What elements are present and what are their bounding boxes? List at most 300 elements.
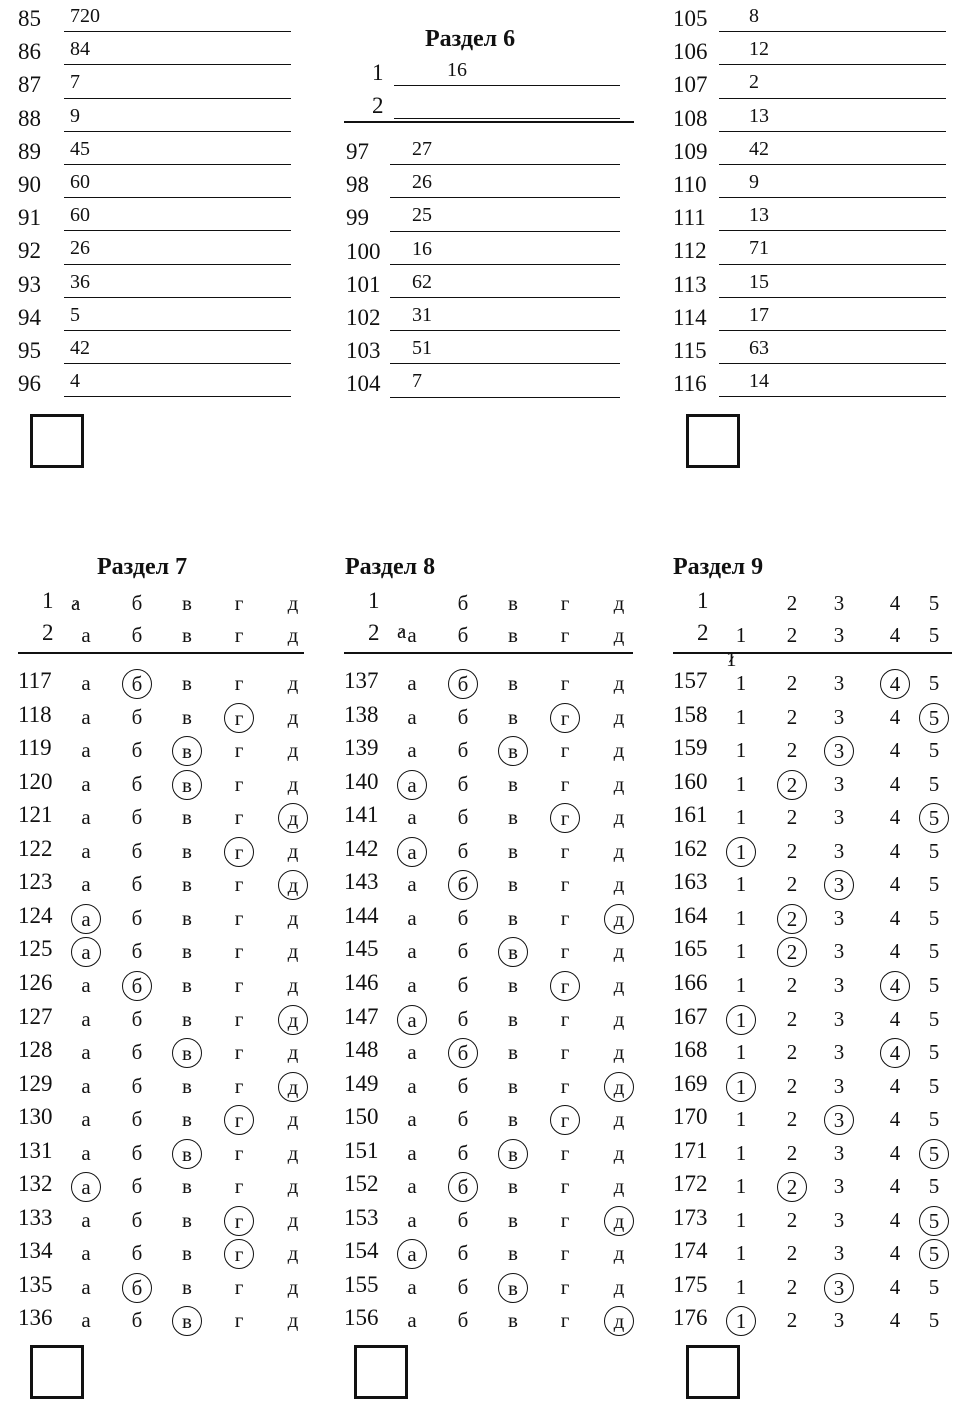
answer-option[interactable]: г <box>234 1274 244 1299</box>
selected-option[interactable]: д <box>278 803 308 833</box>
answer-option[interactable]: а <box>81 1040 91 1065</box>
answer-value[interactable]: 14 <box>749 370 769 393</box>
answer-option[interactable]: а <box>81 738 91 763</box>
answer-option[interactable]: а <box>407 1274 417 1299</box>
answer-option[interactable]: 1 <box>735 1274 747 1299</box>
selected-option[interactable]: 2 <box>777 937 807 967</box>
answer-option[interactable]: в <box>182 905 192 930</box>
answer-option[interactable]: 5 <box>928 872 940 897</box>
answer-option[interactable]: б <box>131 872 143 897</box>
answer-option[interactable]: а <box>407 1040 417 1065</box>
answer-value[interactable]: 42 <box>70 336 90 359</box>
answer-option[interactable]: а <box>407 1308 417 1333</box>
answer-option[interactable]: б <box>131 1006 143 1031</box>
answer-option[interactable]: д <box>287 1040 299 1065</box>
selected-option[interactable]: 3 <box>824 736 854 766</box>
selected-option[interactable]: 2 <box>777 1172 807 1202</box>
answer-option[interactable]: а <box>81 1207 91 1232</box>
answer-option[interactable]: г <box>234 771 244 796</box>
answer-option[interactable]: 3 <box>833 1140 845 1165</box>
answer-option[interactable]: а <box>81 838 91 863</box>
answer-value[interactable]: 7 <box>412 370 422 393</box>
answer-option[interactable]: д <box>613 1107 625 1132</box>
answer-option[interactable]: б <box>457 1006 469 1031</box>
answer-option[interactable]: 4 <box>889 1174 901 1199</box>
answer-option[interactable]: д <box>287 972 299 997</box>
answer-option[interactable]: д <box>613 1140 625 1165</box>
answer-value[interactable]: 27 <box>412 138 432 160</box>
answer-option[interactable]: 5 <box>928 1174 940 1199</box>
answer-option[interactable]: б <box>457 838 469 863</box>
selected-option[interactable]: б <box>448 1038 478 1068</box>
answer-value[interactable]: 12 <box>749 38 769 61</box>
answer-option[interactable]: в <box>182 671 192 695</box>
answer-option[interactable]: 3 <box>833 905 845 930</box>
answer-option[interactable]: д <box>287 1274 299 1299</box>
answer-option[interactable]: г <box>234 738 244 763</box>
selected-option[interactable]: б <box>122 971 152 1001</box>
answer-option[interactable]: а <box>81 1274 91 1299</box>
answer-option[interactable]: д <box>287 905 299 930</box>
answer-option[interactable]: 4 <box>889 1241 901 1266</box>
answer-value[interactable]: 7 <box>70 71 80 94</box>
answer-option[interactable]: г <box>560 838 570 863</box>
answer-option[interactable]: а <box>407 872 417 897</box>
answer-option[interactable]: г <box>560 1241 570 1266</box>
answer-option[interactable]: в <box>508 1040 518 1065</box>
answer-option[interactable]: 4 <box>889 1207 901 1232</box>
answer-value[interactable]: 17 <box>749 303 769 326</box>
answer-option[interactable]: г <box>234 905 244 930</box>
answer-option[interactable]: б <box>131 939 143 964</box>
answer-value[interactable]: 60 <box>70 170 90 193</box>
answer-option[interactable]: 3 <box>833 1073 845 1098</box>
answer-option[interactable]: г <box>234 671 244 695</box>
selected-option[interactable]: б <box>448 1172 478 1202</box>
answer-option[interactable]: 3 <box>833 1308 845 1333</box>
selected-option[interactable]: 3 <box>824 870 854 900</box>
answer-option[interactable]: 1 <box>735 671 747 695</box>
answer-option[interactable]: д <box>613 704 625 729</box>
selected-option[interactable]: 5 <box>919 1239 949 1269</box>
answer-option[interactable]: д <box>287 1241 299 1266</box>
answer-option[interactable]: в <box>508 972 518 997</box>
answer-option[interactable]: г <box>234 872 244 897</box>
answer-option[interactable]: а <box>407 1174 417 1199</box>
answer-option[interactable]: 3 <box>833 1040 845 1065</box>
answer-option[interactable]: в <box>182 872 192 897</box>
answer-option[interactable]: а <box>81 1308 91 1333</box>
selected-option[interactable]: 1 <box>726 1005 756 1035</box>
answer-option[interactable]: б <box>457 1308 469 1333</box>
answer-option[interactable]: в <box>508 1174 518 1199</box>
selected-option[interactable]: а <box>71 1172 101 1202</box>
answer-option[interactable]: д <box>287 771 299 796</box>
selected-option[interactable]: 1 <box>726 837 756 867</box>
answer-value[interactable]: 42 <box>749 137 769 160</box>
answer-value[interactable]: 2 <box>749 71 759 94</box>
answer-value[interactable]: 9 <box>749 170 759 193</box>
answer-option[interactable]: 2 <box>786 1006 798 1031</box>
answer-option[interactable]: в <box>508 1207 518 1232</box>
answer-option[interactable]: г <box>560 1308 570 1333</box>
answer-option[interactable]: 4 <box>889 704 901 729</box>
answer-option[interactable]: д <box>287 671 299 695</box>
answer-option[interactable]: 4 <box>889 1107 901 1132</box>
selected-option[interactable]: в <box>172 770 202 800</box>
answer-option[interactable]: г <box>560 1274 570 1299</box>
answer-option[interactable]: г <box>234 939 244 964</box>
selected-option[interactable]: г <box>550 803 580 833</box>
answer-option[interactable]: а <box>407 1207 417 1232</box>
answer-value[interactable]: 16 <box>447 59 467 81</box>
answer-option[interactable]: 1 <box>735 1107 747 1132</box>
answer-option[interactable]: а <box>407 1107 417 1132</box>
selected-option[interactable]: г <box>550 703 580 733</box>
answer-option[interactable]: б <box>131 1308 143 1333</box>
answer-option[interactable]: 2 <box>786 738 798 763</box>
answer-option[interactable]: г <box>560 671 570 695</box>
answer-option[interactable]: 2 <box>786 805 798 830</box>
answer-option[interactable]: д <box>613 939 625 964</box>
selected-option[interactable]: в <box>498 736 528 766</box>
score-box-4[interactable] <box>354 1345 408 1399</box>
answer-option[interactable]: 5 <box>928 838 940 863</box>
selected-option[interactable]: 5 <box>919 703 949 733</box>
answer-option[interactable]: г <box>234 1040 244 1065</box>
answer-option[interactable]: 2 <box>786 972 798 997</box>
answer-option[interactable]: а <box>407 1073 417 1098</box>
answer-value[interactable]: 51 <box>412 337 432 360</box>
answer-option[interactable]: а <box>81 771 91 796</box>
answer-option[interactable]: б <box>131 838 143 863</box>
answer-option[interactable]: б <box>131 1073 143 1098</box>
answer-option[interactable]: б <box>457 771 469 796</box>
answer-option[interactable]: в <box>182 1073 192 1098</box>
answer-option[interactable]: 5 <box>928 1274 940 1299</box>
answer-value[interactable]: 71 <box>749 237 769 260</box>
selected-option[interactable]: 3 <box>824 1105 854 1135</box>
answer-option[interactable]: а <box>407 939 417 964</box>
selected-option[interactable]: 5 <box>919 1139 949 1169</box>
answer-option[interactable]: а <box>407 905 417 930</box>
answer-option[interactable]: г <box>234 972 244 997</box>
score-box-3[interactable] <box>30 1345 84 1399</box>
answer-option[interactable]: д <box>613 671 625 695</box>
answer-value[interactable]: 720 <box>70 5 100 27</box>
answer-option[interactable]: в <box>182 1241 192 1266</box>
answer-option[interactable]: 1 <box>735 1207 747 1232</box>
answer-option[interactable]: в <box>508 905 518 930</box>
answer-option[interactable]: д <box>287 1107 299 1132</box>
answer-option[interactable]: 2 <box>786 1274 798 1299</box>
answer-option[interactable]: а <box>81 1140 91 1165</box>
selected-option[interactable]: б <box>448 870 478 900</box>
answer-option[interactable]: б <box>457 905 469 930</box>
answer-option[interactable]: в <box>508 838 518 863</box>
selected-option[interactable]: 3 <box>824 1273 854 1303</box>
answer-option[interactable]: 5 <box>928 671 940 695</box>
answer-option[interactable]: 1 <box>735 1040 747 1065</box>
answer-option[interactable]: г <box>560 1006 570 1031</box>
answer-option[interactable]: а <box>407 1140 417 1165</box>
answer-option[interactable]: в <box>182 972 192 997</box>
answer-option[interactable]: б <box>457 939 469 964</box>
answer-option[interactable]: 4 <box>889 905 901 930</box>
answer-option[interactable]: 2 <box>786 838 798 863</box>
answer-option[interactable]: 5 <box>928 1073 940 1098</box>
answer-value[interactable]: 45 <box>70 137 90 160</box>
answer-option[interactable]: а <box>81 704 91 729</box>
answer-option[interactable]: 1 <box>735 872 747 897</box>
answer-option[interactable]: д <box>287 1174 299 1199</box>
answer-option[interactable]: а <box>81 1241 91 1266</box>
selected-option[interactable]: д <box>278 870 308 900</box>
selected-option[interactable]: г <box>224 703 254 733</box>
answer-option[interactable]: д <box>287 1207 299 1232</box>
answer-option[interactable]: 3 <box>833 1006 845 1031</box>
answer-option[interactable]: г <box>560 905 570 930</box>
selected-option[interactable]: б <box>122 669 152 699</box>
answer-option[interactable]: г <box>560 1140 570 1165</box>
answer-option[interactable]: 2 <box>786 1308 798 1333</box>
answer-option[interactable]: д <box>613 771 625 796</box>
answer-option[interactable]: д <box>287 1308 299 1333</box>
answer-option[interactable]: д <box>613 872 625 897</box>
selected-option[interactable]: д <box>278 1072 308 1102</box>
score-box-5[interactable] <box>686 1345 740 1399</box>
answer-option[interactable]: д <box>613 1174 625 1199</box>
answer-option[interactable]: в <box>182 805 192 830</box>
answer-option[interactable]: 3 <box>833 838 845 863</box>
answer-option[interactable]: 1 <box>735 738 747 763</box>
answer-option[interactable]: 2 <box>786 704 798 729</box>
answer-option[interactable]: 4 <box>889 872 901 897</box>
selected-option[interactable]: а <box>71 904 101 934</box>
answer-value[interactable]: 5 <box>70 303 80 326</box>
answer-option[interactable]: 5 <box>928 1006 940 1031</box>
selected-option[interactable]: 4 <box>880 971 910 1001</box>
selected-option[interactable]: в <box>172 1038 202 1068</box>
answer-option[interactable]: б <box>131 905 143 930</box>
score-box-2[interactable] <box>686 414 740 468</box>
selected-option[interactable]: в <box>498 1273 528 1303</box>
answer-option[interactable]: б <box>131 1140 143 1165</box>
answer-option[interactable]: г <box>234 1140 244 1165</box>
selected-option[interactable]: а <box>397 837 427 867</box>
selected-option[interactable]: 5 <box>919 1206 949 1236</box>
answer-option[interactable]: в <box>508 771 518 796</box>
answer-option[interactable]: 2 <box>786 671 798 695</box>
selected-option[interactable]: а <box>397 770 427 800</box>
answer-option[interactable]: б <box>457 1274 469 1299</box>
answer-option[interactable]: д <box>613 805 625 830</box>
answer-value[interactable]: 62 <box>412 270 432 293</box>
answer-value[interactable]: 63 <box>749 336 769 359</box>
answer-option[interactable]: г <box>560 939 570 964</box>
selected-option[interactable]: г <box>224 1105 254 1135</box>
answer-option[interactable]: д <box>613 1040 625 1065</box>
answer-option[interactable]: в <box>508 1073 518 1098</box>
answer-option[interactable]: г <box>234 1073 244 1098</box>
selected-option[interactable]: д <box>604 1306 634 1336</box>
answer-option[interactable]: 5 <box>928 1107 940 1132</box>
answer-option[interactable]: а <box>407 671 417 695</box>
answer-option[interactable]: г <box>560 1174 570 1199</box>
answer-value[interactable]: 26 <box>412 171 432 194</box>
answer-value[interactable]: 31 <box>412 303 432 326</box>
answer-option[interactable]: 4 <box>889 738 901 763</box>
answer-option[interactable]: б <box>457 1107 469 1132</box>
selected-option[interactable]: а <box>71 937 101 967</box>
answer-option[interactable]: б <box>131 1107 143 1132</box>
answer-value[interactable]: 25 <box>412 204 432 227</box>
answer-option[interactable]: в <box>182 1107 192 1132</box>
answer-option[interactable]: б <box>457 1140 469 1165</box>
answer-option[interactable]: г <box>234 805 244 830</box>
answer-option[interactable]: б <box>457 1073 469 1098</box>
answer-option[interactable]: 3 <box>833 1174 845 1199</box>
selected-option[interactable]: 1 <box>726 1306 756 1336</box>
answer-option[interactable]: б <box>457 1207 469 1232</box>
answer-option[interactable]: 5 <box>928 939 940 964</box>
answer-option[interactable]: в <box>182 939 192 964</box>
answer-option[interactable]: 2 <box>786 1241 798 1266</box>
answer-option[interactable]: 3 <box>833 1241 845 1266</box>
answer-option[interactable]: 4 <box>889 1274 901 1299</box>
answer-option[interactable]: 1 <box>735 905 747 930</box>
selected-option[interactable]: г <box>224 1206 254 1236</box>
answer-option[interactable]: 1 <box>735 972 747 997</box>
answer-option[interactable]: в <box>182 704 192 729</box>
answer-option[interactable]: 1 <box>735 1140 747 1165</box>
answer-value[interactable]: 8 <box>749 5 759 27</box>
selected-option[interactable]: в <box>172 1306 202 1336</box>
answer-option[interactable]: а <box>81 972 91 997</box>
selected-option[interactable]: в <box>498 937 528 967</box>
answer-option[interactable]: д <box>287 838 299 863</box>
answer-option[interactable]: в <box>508 671 518 695</box>
answer-option[interactable]: а <box>407 704 417 729</box>
selected-option[interactable]: д <box>278 1005 308 1035</box>
answer-option[interactable]: 3 <box>833 805 845 830</box>
selected-option[interactable]: в <box>498 1139 528 1169</box>
answer-option[interactable]: в <box>182 1174 192 1199</box>
answer-option[interactable]: 2 <box>786 1207 798 1232</box>
selected-option[interactable]: г <box>224 837 254 867</box>
selected-option[interactable]: а <box>397 1005 427 1035</box>
answer-option[interactable]: а <box>407 738 417 763</box>
answer-option[interactable]: 4 <box>889 1140 901 1165</box>
answer-option[interactable]: 1 <box>735 704 747 729</box>
selected-option[interactable]: 1 <box>726 1072 756 1102</box>
answer-option[interactable]: д <box>287 704 299 729</box>
answer-option[interactable]: б <box>457 1241 469 1266</box>
answer-option[interactable]: 4 <box>889 939 901 964</box>
answer-option[interactable]: г <box>234 1006 244 1031</box>
answer-option[interactable]: б <box>131 771 143 796</box>
answer-option[interactable]: д <box>613 838 625 863</box>
answer-option[interactable]: б <box>131 704 143 729</box>
answer-option[interactable]: 3 <box>833 972 845 997</box>
answer-option[interactable]: г <box>560 1207 570 1232</box>
answer-option[interactable]: 1 <box>735 1241 747 1266</box>
answer-option[interactable]: 3 <box>833 671 845 695</box>
answer-option[interactable]: г <box>560 1073 570 1098</box>
selected-option[interactable]: 5 <box>919 803 949 833</box>
answer-option[interactable]: в <box>508 1308 518 1333</box>
answer-option[interactable]: 1 <box>735 939 747 964</box>
answer-option[interactable]: в <box>508 1006 518 1031</box>
answer-option[interactable]: 5 <box>928 905 940 930</box>
answer-option[interactable]: в <box>182 1006 192 1031</box>
answer-option[interactable]: б <box>457 738 469 763</box>
answer-option[interactable]: г <box>560 771 570 796</box>
answer-option[interactable]: 2 <box>786 1107 798 1132</box>
answer-option[interactable]: 4 <box>889 838 901 863</box>
selected-option[interactable]: д <box>604 1072 634 1102</box>
answer-option[interactable]: а <box>81 805 91 830</box>
answer-option[interactable]: д <box>613 972 625 997</box>
answer-option[interactable]: б <box>131 805 143 830</box>
answer-option[interactable]: д <box>287 939 299 964</box>
selected-option[interactable]: в <box>172 736 202 766</box>
answer-option[interactable]: а <box>407 805 417 830</box>
selected-option[interactable]: б <box>448 669 478 699</box>
answer-option[interactable]: 5 <box>928 972 940 997</box>
answer-option[interactable]: 5 <box>928 771 940 796</box>
answer-option[interactable]: д <box>613 1274 625 1299</box>
answer-option[interactable]: 1 <box>735 1174 747 1199</box>
selected-option[interactable]: в <box>172 1139 202 1169</box>
answer-option[interactable]: а <box>81 1107 91 1132</box>
answer-option[interactable]: в <box>508 1241 518 1266</box>
answer-value[interactable]: 36 <box>70 270 90 293</box>
answer-option[interactable]: б <box>457 805 469 830</box>
selected-option[interactable]: г <box>550 971 580 1001</box>
answer-option[interactable]: в <box>508 872 518 897</box>
answer-option[interactable]: а <box>81 1073 91 1098</box>
answer-option[interactable]: 5 <box>928 738 940 763</box>
answer-option[interactable]: д <box>287 1140 299 1165</box>
answer-option[interactable]: в <box>508 1107 518 1132</box>
answer-option[interactable]: д <box>613 1241 625 1266</box>
answer-option[interactable]: в <box>508 704 518 729</box>
answer-option[interactable]: г <box>234 1174 244 1199</box>
answer-option[interactable]: д <box>613 738 625 763</box>
answer-option[interactable]: б <box>131 738 143 763</box>
answer-option[interactable]: а <box>81 1006 91 1031</box>
answer-option[interactable]: 5 <box>928 1308 940 1333</box>
answer-option[interactable]: б <box>131 1040 143 1065</box>
answer-option[interactable]: 4 <box>889 771 901 796</box>
selected-option[interactable]: 4 <box>880 669 910 699</box>
answer-value[interactable]: 26 <box>70 237 90 260</box>
answer-value[interactable]: 84 <box>70 38 90 61</box>
answer-option[interactable]: 4 <box>889 1006 901 1031</box>
selected-option[interactable]: г <box>224 1239 254 1269</box>
answer-value[interactable]: 15 <box>749 270 769 293</box>
answer-option[interactable]: б <box>131 1241 143 1266</box>
answer-option[interactable]: а <box>407 972 417 997</box>
answer-option[interactable]: в <box>182 1207 192 1232</box>
answer-option[interactable]: б <box>131 1174 143 1199</box>
selected-option[interactable]: 2 <box>777 904 807 934</box>
selected-option[interactable]: д <box>604 904 634 934</box>
answer-option[interactable]: 4 <box>889 1308 901 1333</box>
answer-value[interactable]: 13 <box>749 104 769 127</box>
selected-option[interactable]: б <box>122 1273 152 1303</box>
